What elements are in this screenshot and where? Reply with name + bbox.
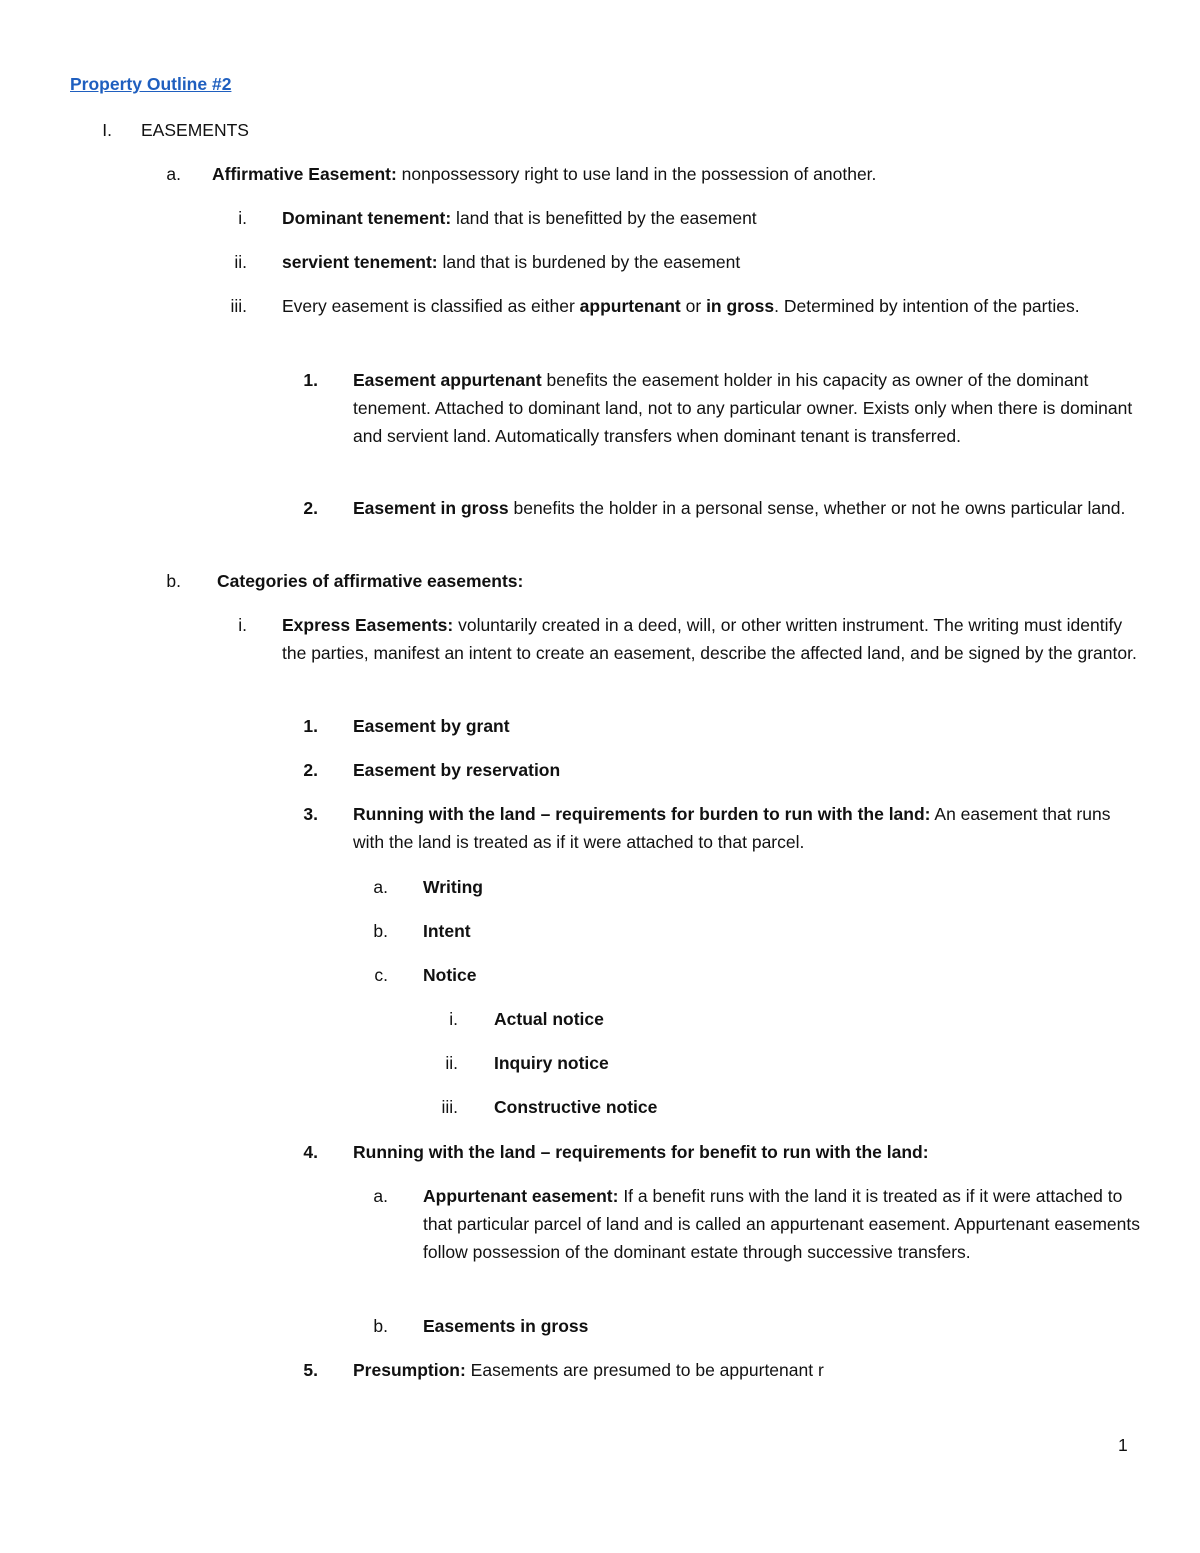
bold-term: Express Easements: xyxy=(282,615,454,635)
outline-text xyxy=(282,204,1142,232)
outline-text xyxy=(282,248,1142,276)
outline-text xyxy=(353,366,1143,450)
outline-text xyxy=(423,917,1143,945)
outline-marker: I. xyxy=(102,120,112,140)
outline-text xyxy=(494,1049,1144,1077)
outline-text xyxy=(353,1138,1143,1166)
bold-term: Writing xyxy=(423,877,483,897)
bold-term: Affirmative Easement: xyxy=(212,164,397,184)
body-text: benefits the holder in a personal sense, whether or not he owns particular land. xyxy=(508,498,1126,518)
outline-marker: b. xyxy=(166,571,181,591)
bold-term: in gross xyxy=(706,296,775,316)
outline-marker: a. xyxy=(373,877,388,897)
outline-marker: ii. xyxy=(445,1053,458,1073)
outline-text xyxy=(423,873,1143,901)
outline-marker: 3. xyxy=(303,804,318,824)
body-text: If a benefit runs with the land it is treated as if it were attached to that particular parcel of land and is called an appurtenant easement. Appurtenant easements follow possession of the dominant estate through successive transfers. xyxy=(423,1186,1140,1262)
body-text: benefits the easement holder in his capacity as owner of the dominant tenement. Attached to dominant land, not to any particular owner. Exists only when there is dominant and servient land. Automatically transfers when dominant tenant is transferred. xyxy=(353,370,1133,446)
bold-term: Notice xyxy=(423,965,477,985)
outline-text xyxy=(353,1356,1143,1384)
outline-text xyxy=(212,160,1142,188)
bold-term: Dominant tenement: xyxy=(282,208,452,228)
outline-marker: 2. xyxy=(303,760,318,780)
outline-marker: 1. xyxy=(303,370,318,390)
bold-term: Easement appurtenant xyxy=(353,370,542,390)
outline-marker: b. xyxy=(373,921,388,941)
outline-text xyxy=(353,494,1143,522)
outline-text xyxy=(494,1005,1144,1033)
body-text: . Determined by intention of the parties. xyxy=(774,296,1080,316)
outline-marker: ii. xyxy=(234,252,247,272)
bold-term: Running with the land – requirements for burden to run with the land: xyxy=(353,804,931,824)
outline-marker: a. xyxy=(166,164,181,184)
body-text: or xyxy=(680,296,707,316)
bold-term: Constructive notice xyxy=(494,1097,658,1117)
outline-text xyxy=(423,1312,1143,1340)
bold-term: servient tenement: xyxy=(282,252,438,272)
outline-marker: i. xyxy=(449,1009,458,1029)
body-text: land that is burdened by the easement xyxy=(437,252,741,272)
body-text: Every easement is classified as either xyxy=(282,296,580,316)
bold-term: Easement by reservation xyxy=(353,760,561,780)
outline-text xyxy=(494,1093,1144,1121)
outline-marker: c. xyxy=(374,965,388,985)
bold-term: Actual notice xyxy=(494,1009,604,1029)
outline-text xyxy=(141,116,1141,144)
outline-text xyxy=(423,961,1143,989)
outline-marker: a. xyxy=(373,1186,388,1206)
outline-marker: i. xyxy=(238,208,247,228)
outline-marker: i. xyxy=(238,615,247,635)
outline-text xyxy=(282,611,1142,667)
outline-text xyxy=(353,800,1143,856)
outline-text xyxy=(423,1182,1143,1266)
outline-text xyxy=(353,712,1143,740)
outline-text xyxy=(217,567,1117,595)
body-text: An easement that runs with the land is treated as if it were attached to that parcel. xyxy=(353,804,1111,852)
outline-marker: 1. xyxy=(303,716,318,736)
outline-marker: 2. xyxy=(303,498,318,518)
bold-term: Intent xyxy=(423,921,471,941)
body-text: Easements are presumed to be appurtenant r xyxy=(465,1360,824,1380)
bold-term: Running with the land – requirements for benefit to run with the land: xyxy=(353,1142,929,1162)
bold-term: appurtenant xyxy=(579,296,681,316)
outline-marker: iii. xyxy=(441,1097,458,1117)
bold-term: Presumption: xyxy=(353,1360,466,1380)
bold-term: Easement in gross xyxy=(353,498,509,518)
bold-term: Easements in gross xyxy=(423,1316,589,1336)
outline-marker: 4. xyxy=(303,1142,318,1162)
outline-text xyxy=(282,292,1142,320)
page-number: 1 xyxy=(1118,1435,1128,1455)
outline-marker: b. xyxy=(373,1316,388,1336)
outline-marker: iii. xyxy=(230,296,247,316)
outline-marker: 5. xyxy=(303,1360,318,1380)
outline-text xyxy=(353,756,1143,784)
document-title[interactable]: Property Outline #2 xyxy=(70,74,232,94)
body-text: EASEMENTS xyxy=(141,120,249,140)
body-text: land that is benefitted by the easement xyxy=(451,208,757,228)
body-text: voluntarily created in a deed, will, or other written instrument. The writing must identify the parties, manifest an intent to create an easement, describe the affected land, and be signed by the grantor. xyxy=(282,615,1137,663)
bold-term: Inquiry notice xyxy=(494,1053,609,1073)
bold-term: Appurtenant easement: xyxy=(423,1186,619,1206)
bold-term: Easement by grant xyxy=(353,716,510,736)
bold-term: Categories of affirmative easements: xyxy=(217,571,524,591)
body-text: nonpossessory right to use land in the possession of another. xyxy=(396,164,877,184)
